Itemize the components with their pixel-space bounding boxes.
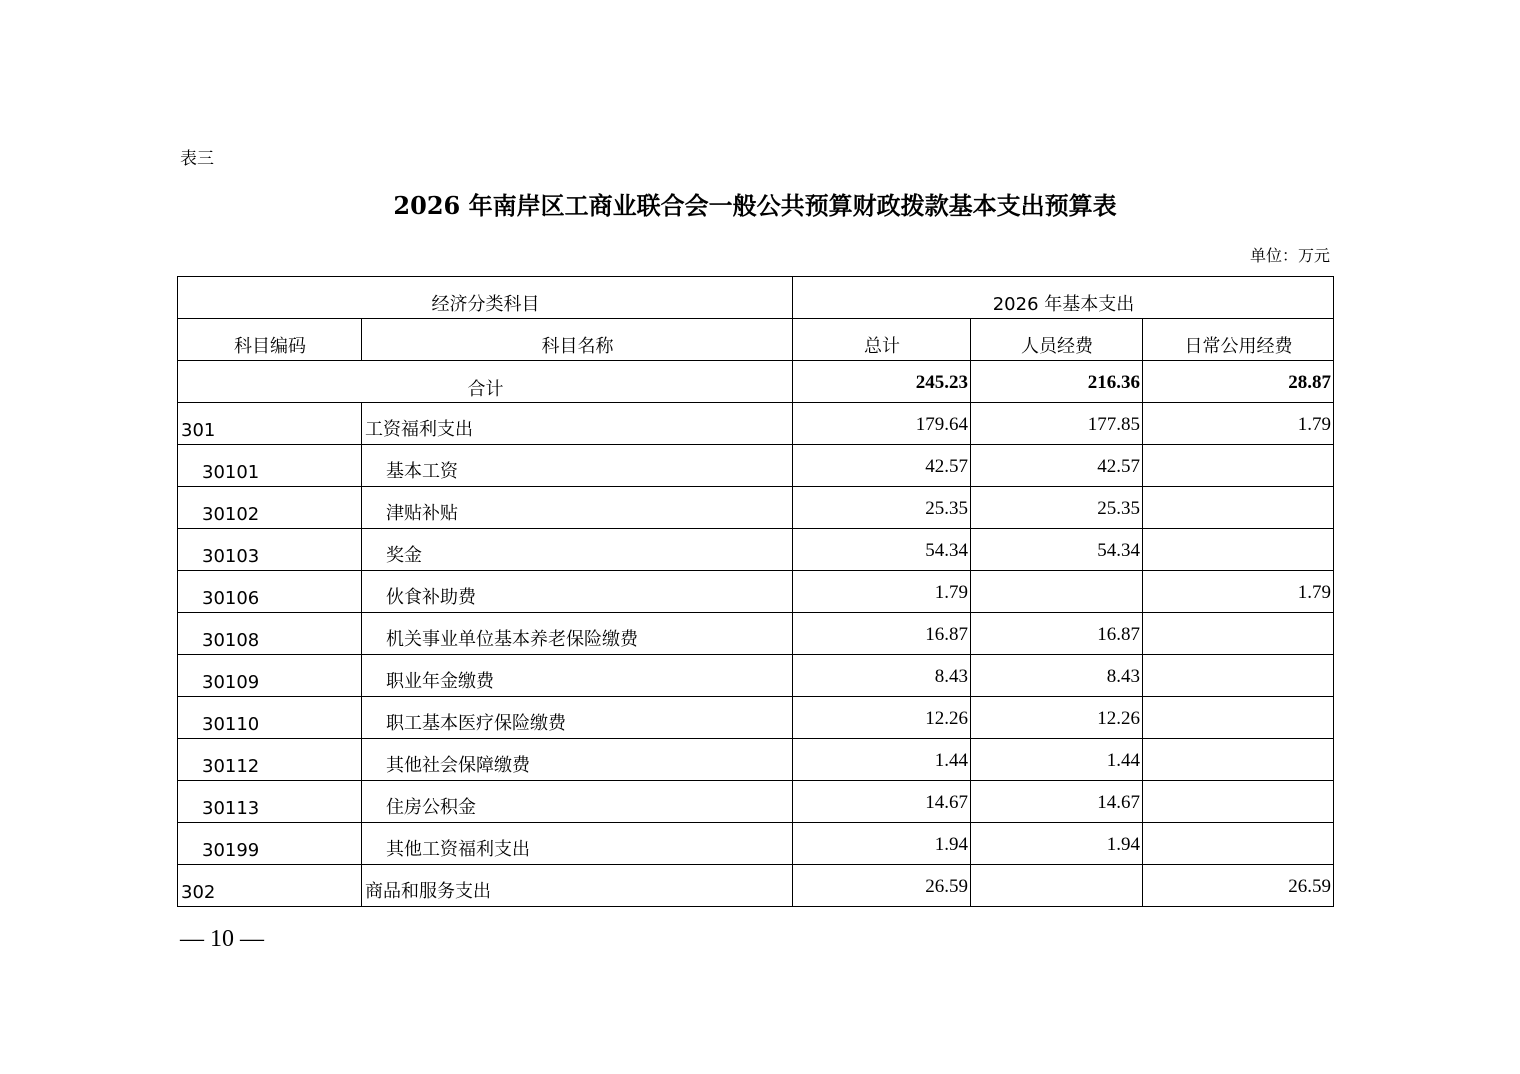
- row-code: 301: [178, 403, 362, 445]
- row-public: [1143, 823, 1334, 865]
- row-total: 8.43: [793, 655, 971, 697]
- row-personnel: 1.94: [971, 823, 1143, 865]
- budget-table: [177, 276, 1334, 907]
- row-code: 30103: [178, 529, 362, 571]
- row-public: [1143, 529, 1334, 571]
- row-personnel: 25.35: [971, 487, 1143, 529]
- table-row: [178, 697, 1334, 739]
- row-public: 1.79: [1143, 403, 1334, 445]
- row-total: 25.35: [793, 487, 971, 529]
- row-name: 伙食补助费: [362, 571, 793, 613]
- row-total: 1.44: [793, 739, 971, 781]
- row-public: [1143, 781, 1334, 823]
- table-row: [178, 487, 1334, 529]
- table-row: [178, 403, 1334, 445]
- page-number: — 10 —: [180, 926, 264, 952]
- row-code: 30101: [178, 445, 362, 487]
- document-title: 2026 年南岸区工商业联合会一般公共预算财政拨款基本支出预算表: [393, 191, 1117, 220]
- row-personnel: 177.85: [971, 403, 1143, 445]
- header-basic-expenditure: 2026 年基本支出: [793, 277, 1334, 319]
- row-total: 1.79: [793, 571, 971, 613]
- row-personnel: 1.44: [971, 739, 1143, 781]
- unit-label: 单位：万元: [1249, 246, 1330, 265]
- row-name: 津贴补贴: [362, 487, 793, 529]
- row-name: 职业年金缴费: [362, 655, 793, 697]
- row-personnel: [971, 865, 1143, 907]
- table-row: [178, 613, 1334, 655]
- header-row-2: [178, 319, 1334, 361]
- row-code: 302: [178, 865, 362, 907]
- row-total: 16.87: [793, 613, 971, 655]
- row-code: 30109: [178, 655, 362, 697]
- row-name: 奖金: [362, 529, 793, 571]
- header-economic-class: 经济分类科目: [178, 277, 793, 319]
- row-name: 住房公积金: [362, 781, 793, 823]
- table-row: [178, 529, 1334, 571]
- row-name: 职工基本医疗保险缴费: [362, 697, 793, 739]
- row-code: 30106: [178, 571, 362, 613]
- row-code: 30113: [178, 781, 362, 823]
- row-total: 12.26: [793, 697, 971, 739]
- row-total: 1.94: [793, 823, 971, 865]
- row-personnel: 8.43: [971, 655, 1143, 697]
- row-public: [1143, 655, 1334, 697]
- row-public: [1143, 739, 1334, 781]
- total-personnel: 216.36: [971, 361, 1143, 403]
- row-personnel: 14.67: [971, 781, 1143, 823]
- row-public: [1143, 487, 1334, 529]
- row-public: 26.59: [1143, 865, 1334, 907]
- row-personnel: 12.26: [971, 697, 1143, 739]
- header-code: 科目编码: [178, 319, 362, 361]
- row-code: 30199: [178, 823, 362, 865]
- row-code: 30110: [178, 697, 362, 739]
- header-name: 科目名称: [362, 319, 793, 361]
- table-row: [178, 823, 1334, 865]
- header-public: 日常公用经费: [1143, 319, 1334, 361]
- row-personnel: [971, 571, 1143, 613]
- row-name: 其他社会保障缴费: [362, 739, 793, 781]
- table-row: [178, 445, 1334, 487]
- header-row-1: [178, 277, 1334, 319]
- table-row: [178, 739, 1334, 781]
- row-total: 14.67: [793, 781, 971, 823]
- row-personnel: 42.57: [971, 445, 1143, 487]
- row-total: 179.64: [793, 403, 971, 445]
- total-public: 28.87: [1143, 361, 1334, 403]
- row-public: [1143, 613, 1334, 655]
- row-code: 30102: [178, 487, 362, 529]
- row-name: 商品和服务支出: [362, 865, 793, 907]
- row-total: 54.34: [793, 529, 971, 571]
- table-row: [178, 655, 1334, 697]
- row-total: 26.59: [793, 865, 971, 907]
- table-row: [178, 571, 1334, 613]
- table-label: 表三: [180, 149, 214, 169]
- row-name: 工资福利支出: [362, 403, 793, 445]
- total-total: 245.23: [793, 361, 971, 403]
- row-personnel: 54.34: [971, 529, 1143, 571]
- header-personnel: 人员经费: [971, 319, 1143, 361]
- row-total: 42.57: [793, 445, 971, 487]
- row-name: 其他工资福利支出: [362, 823, 793, 865]
- row-code: 30112: [178, 739, 362, 781]
- row-name: 机关事业单位基本养老保险缴费: [362, 613, 793, 655]
- row-name: 基本工资: [362, 445, 793, 487]
- row-public: 1.79: [1143, 571, 1334, 613]
- total-row: [178, 361, 1334, 403]
- row-public: [1143, 697, 1334, 739]
- row-personnel: 16.87: [971, 613, 1143, 655]
- header-total: 总计: [793, 319, 971, 361]
- total-label: 合计: [178, 361, 793, 403]
- row-public: [1143, 445, 1334, 487]
- table-row: [178, 865, 1334, 907]
- row-code: 30108: [178, 613, 362, 655]
- table-row: [178, 781, 1334, 823]
